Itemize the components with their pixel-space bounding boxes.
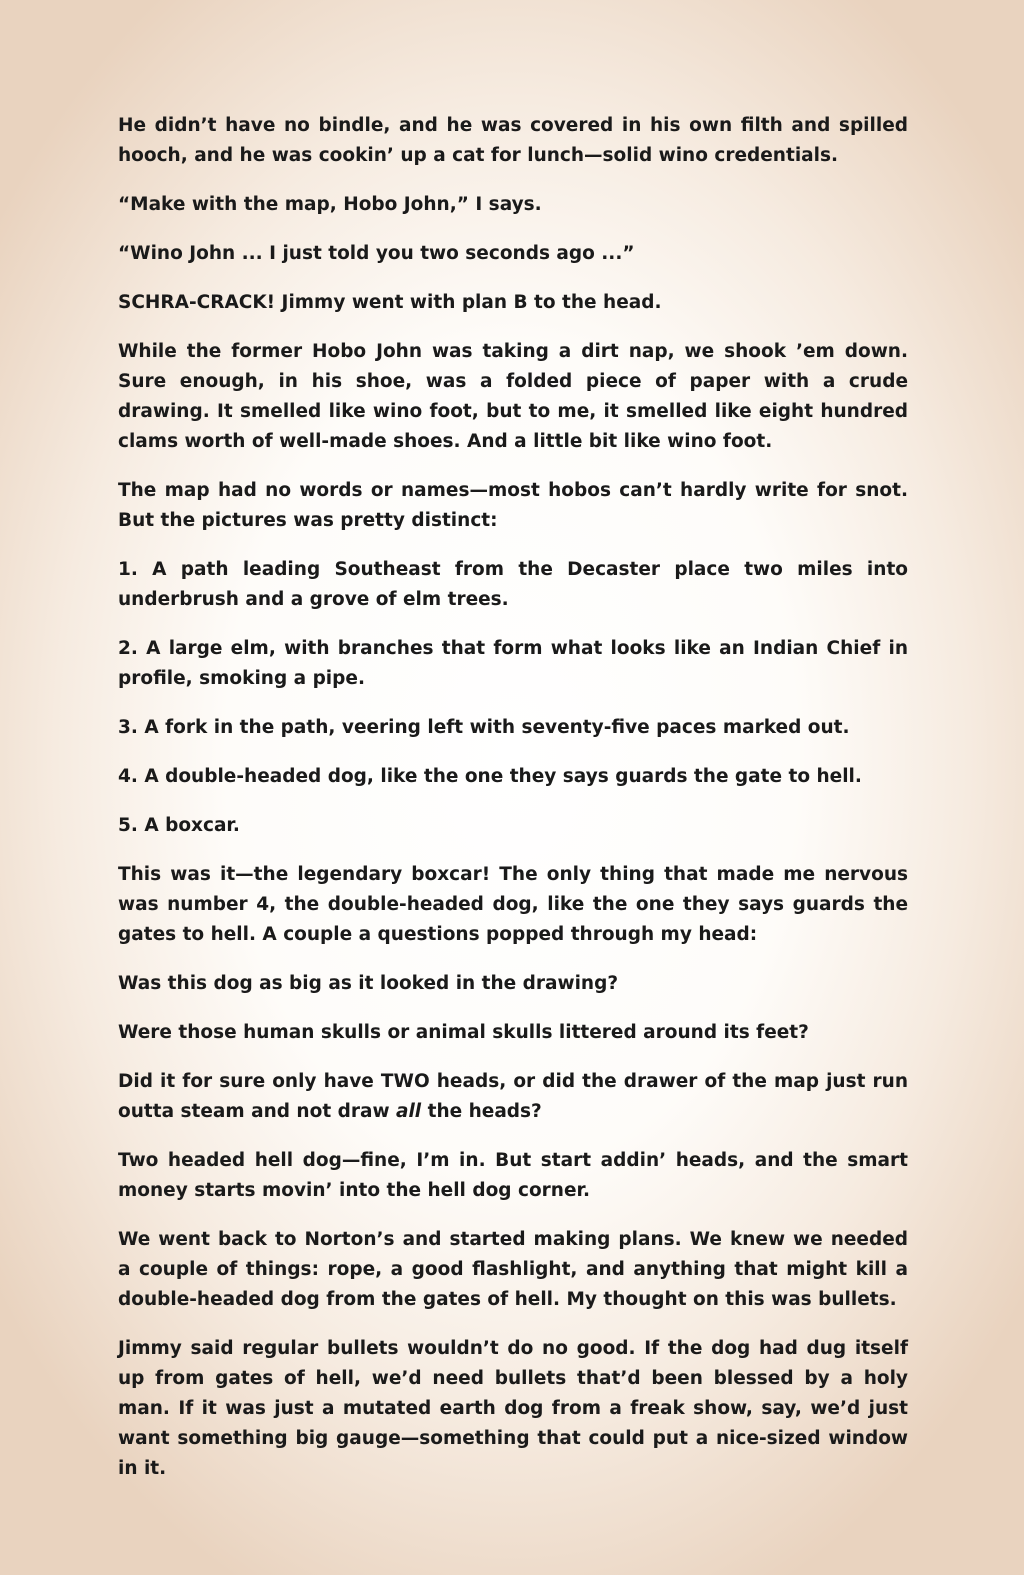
- text-segment: Did it for sure only have TWO heads, or did the drawer of the map just run outta steam and not draw: [118, 1071, 908, 1122]
- paragraph-make-with-map: “Make with the map, Hobo John,” I says.: [118, 194, 542, 215]
- paragraph-wino-john: “Wino John ... I just told you two seconds ago ...”: [118, 243, 635, 264]
- paragraph-bullets: Jimmy said regular bullets wouldn’t do no good. If the dog had dug itself up from gates of hell, we’d need bullets that’d been blessed by a holy man. If it was just a mutated earth dog from a freak show, say, we’d just want something big gauge—something that could put a nice-sized window in it.: [118, 1338, 908, 1479]
- list-item-5: 5. A boxcar.: [118, 815, 240, 836]
- paragraph-schra-crack: SCHRA-CRACK! Jimmy went with plan B to the head.: [118, 292, 662, 313]
- paragraph-legendary-boxcar: This was it—the legendary boxcar! The only thing that made me nervous was number 4, the double-headed dog, like the one they says guards the gates to hell. A couple a questions popped through my head:: [118, 864, 908, 945]
- paragraph-question-size: Was this dog as big as it looked in the drawing?: [118, 973, 619, 994]
- paragraph-map-description: The map had no words or names—most hobos can’t hardly write for snot. But the pictures was pretty distinct:: [118, 480, 908, 531]
- document-page: [118, 111, 908, 1503]
- list-item-4: 4. A double-headed dog, like the one they says guards the gate to hell.: [118, 766, 862, 787]
- italic-text: all: [395, 1101, 422, 1122]
- paragraph-bindle: He didn’t have no bindle, and he was covered in his own filth and spilled hooch, and he was cookin’ up a cat for lunch—solid wino credentials.: [118, 115, 908, 166]
- list-item-3: 3. A fork in the path, veering left with seventy-five paces marked out.: [118, 717, 850, 738]
- list-item-1: 1. A path leading Southeast from the Decaster place two miles into underbrush and a grove of elm trees.: [118, 559, 908, 610]
- paragraph-dirt-nap: While the former Hobo John was taking a dirt nap, we shook ’em down. Sure enough, in his shoe, was a folded piece of paper with a crude drawing. It smelled like wino foot, but to me, it smelled like eight hundred clams worth of well-made shoes. And a little bit like wino foot.: [118, 341, 908, 452]
- text-segment: the heads?: [421, 1101, 542, 1122]
- paragraph-hell-dog-corner: Two headed hell dog—fine, I’m in. But start addin’ heads, and the smart money starts movin’ into the hell dog corner.: [118, 1150, 908, 1201]
- paragraph-question-skulls: Were those human skulls or animal skulls littered around its feet?: [118, 1022, 809, 1043]
- paragraph-nortons-plans: We went back to Norton’s and started making plans. We knew we needed a couple of things: rope, a good flashlight, and anything that might kill a double-headed dog from the gates of hell. My thought on this was bullets.: [118, 1229, 908, 1310]
- list-item-2: 2. A large elm, with branches that form what looks like an Indian Chief in profile, smoking a pipe.: [118, 638, 908, 689]
- paragraph-question-heads: [118, 1067, 908, 1127]
